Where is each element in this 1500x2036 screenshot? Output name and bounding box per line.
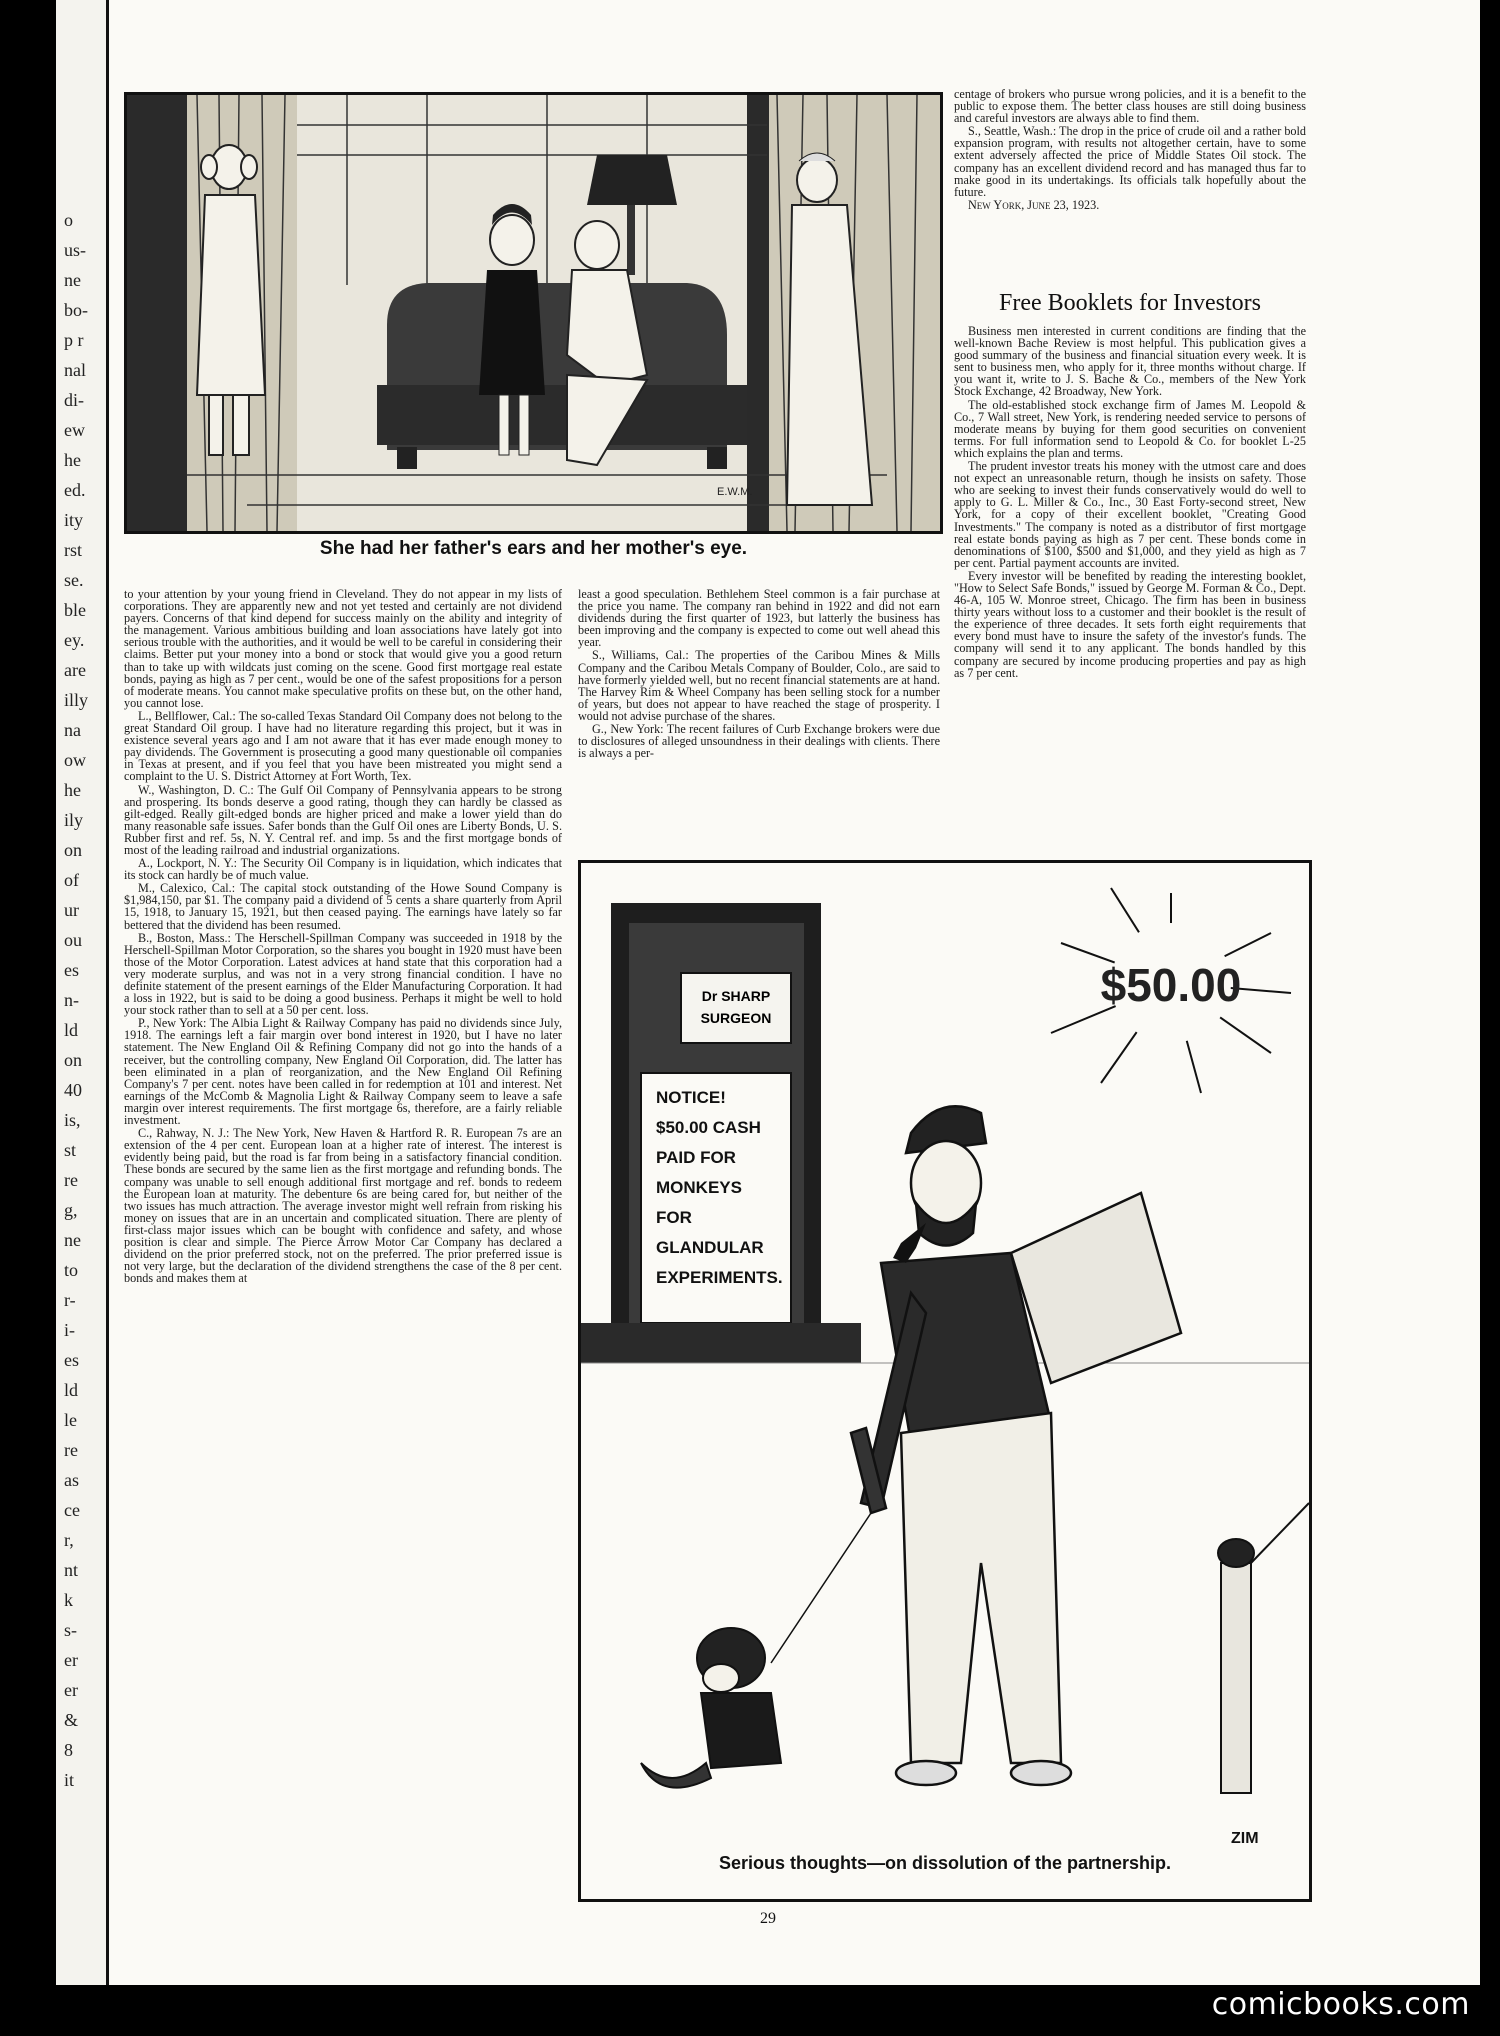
facing-page-fragment: k [64, 1590, 73, 1610]
paragraph: W., Washington, D. C.: The Gulf Oil Company of Pennsylvania appears to be strong and prospering. Its bonds deserve a good rating, though they can hardly be classed as gilt-edged. Really gilt-edged bonds are higher priced and make a lower yield than do many reasonable safe issues. Safer bonds than the Gulf Oil ones are Liberty Bonds, U. S. Rubber first and ref. 5s, N. Y. Central ref. and imp. 5s and the first mortgage bonds of most of the leading railroad and industrial organizations. [124, 782, 562, 857]
dateline: New York, June 23, 1923. [968, 197, 1100, 212]
door-sign-line2: SURGEON [700, 1010, 772, 1026]
notice-line: PAID FOR [656, 1148, 736, 1167]
paragraph: to your attention by your young friend in Cleveland. They do not appear in my lists of corporations. They are apparently new and not yet tested and certainly are not dividend payers. Concerns of that kind depend for success mainly on the ability and integrity of the management. Various ambitious building and loan associations have lately got into serious trouble with the authorities, and it would be well to be careful in considering their claims. Better put your money into a bond or stock that would give you a good return than to take up with wildcats just coming on the scene. Good first mortgage real estate bonds, paying as high as 7 per cent., would be one of the safest propositions for a person of moderate means. You cannot make speculative profits on these but, on the other hand, you cannot lose. [124, 588, 562, 710]
facing-page-fragment: ld [64, 1020, 79, 1040]
facing-page-fragment: se. [64, 570, 84, 590]
facing-page-fragment: ow [64, 750, 86, 770]
facing-page-fragment: le [64, 1410, 77, 1430]
notice-line: MONKEYS [656, 1178, 742, 1197]
answers-column-2 [578, 588, 940, 840]
facing-page-fragment: ne [64, 1230, 81, 1250]
paragraph: The old-established stock exchange firm of James M. Leopold & Co., 7 Wall street, New York, is rendering needed service to persons of moderate means by buying for them good securities on convenient terms. For full information send to Leopold & Co. for booklet L-25 which explains the plan and terms. [954, 397, 1306, 460]
facing-page-fragment: ce [64, 1500, 80, 1520]
facing-page-fragment: n- [64, 990, 79, 1010]
paragraph: Business men interested in current conditions are finding that the well-known Bache Review is most helpful. This publication gives a good summary of the business and financial situation every week. It is sent to business men, who apply for it, three months without charge. If you want it, write to J. S. Bache & Co., members of the New York Stock Exchange, 42 Broadway, New York. [954, 325, 1306, 399]
facing-page-fragment: ble [64, 600, 86, 620]
facing-page-fragment: nal [64, 360, 86, 380]
facing-page-fragment: bo- [64, 300, 88, 320]
page-number: 29 [760, 1910, 776, 1927]
facing-page-fragment: ur [64, 900, 79, 920]
notice-line: FOR [656, 1208, 692, 1227]
paragraph: B., Boston, Mass.: The Herschell-Spillman Company was succeeded in 1918 by the Herschell-Spillman Motor Corporation, so the shares you bought in 1920 must have been those of the Motor Corporation. Latest advices at hand state that this corporation had a very moderate surplus, and was not in a very strong financial condition. I have no definite statement of the present earnings of the Elder Manufacturing Corporation. It had a loss in 1922, but is said to be doing a good business. Perhaps it might be well to hold your stock rather than to sell at a 50 per cent. loss. [124, 930, 562, 1018]
facing-page-fragment: us- [64, 240, 86, 260]
facing-page-fragment: on [64, 840, 82, 860]
facing-page-fragment: are [64, 660, 86, 680]
paragraph: Every investor will be benefited by reading the interesting booklet, "How to Select Safe Bonds," issued by George M. Forman & Co., Dept. 46-A, 105 W. Monroe street, Chicago. The firm has been in business thirty years without loss to a customer and their booklet is the result of the experience of three decades. It sets forth eight requirements that every bond must have to insure the safety of the investor's funds. The company will send it to any applicant. The bonds handled by this company are secured by income producing properties and pay as high as 7 per cent. [954, 568, 1306, 680]
facing-page-fragment: ity [64, 510, 84, 530]
facing-page-fragment: ld [64, 1380, 79, 1400]
answers-column-continued [954, 88, 1306, 266]
facing-page-fragment: as [64, 1470, 79, 1490]
facing-page-fragment: i- [64, 1320, 75, 1340]
facing-page-fragment: 40 [64, 1080, 82, 1100]
paragraph: S., Williams, Cal.: The properties of the Caribou Mines & Mills Company and the Caribou Metals Company of Boulder, Colo., are said to have formerly yielded well, but no recent financial statements are at hand. The Harvey Rim & Wheel Company has been selling stock for a number of years, but does not appear to have reached the stage of prosperity. I would not advise purchase of the shares. [578, 648, 940, 723]
facing-page-fragment: s- [64, 1620, 77, 1640]
top-illustration-caption: She had her father's ears and her mother's eye. [319, 538, 748, 559]
answers-column-1 [124, 588, 562, 1888]
booklets-column [954, 325, 1306, 845]
facing-page-fragment: rst [64, 540, 82, 560]
paragraph: C., Rahway, N. J.: The New York, New Haven & Hartford R. R. European 7s are an extension of the 4 per cent. European loan at a higher rate of interest. The interest is evidently being paid, but the road is far from being in a satisfactory financial condition. These bonds are secured by the same lien as the first mortgage and refunding bonds. The company was unable to sell enough additional first mortgage and ref. bonds to redeem the European loan at maturity. The debenture 6s are being cared for, but neither of the two issues has much attraction. The average investor might well refrain from risking his money on issues that are in an uncertain and complicated situation. There are plenty of first-class major issues which can be bought with confidence and safety, and whose position is clear and simple. The Pierce Arrow Motor Car Company has declared a dividend on the prior preferred stock, not on the preferred. The prior preferred issue is not very large, but the declaration of the dividend strengthens the case of the 8 per cent. bonds and makes them at [124, 1126, 562, 1286]
facing-page-fragment: ed. [64, 480, 86, 500]
facing-page-fragment: & [64, 1710, 79, 1730]
facing-page-fragment: o [64, 210, 73, 230]
notice-line: GLANDULAR [656, 1238, 764, 1257]
paragraph: A., Lockport, N. Y.: The Security Oil Company is in liquidation, which indicates that its stock can hardly be of much value. [124, 856, 562, 883]
notice-line: NOTICE! [656, 1088, 726, 1107]
parlor-scene-drawing [127, 95, 940, 531]
facing-page-fragment: ily [64, 810, 84, 830]
facing-page-fragment: p r [64, 330, 84, 350]
bottom-cartoon-caption: Serious thoughts—on dissolution of the partnership. [719, 1853, 1171, 1873]
paragraph: G., New York: The recent failures of Curb Exchange brokers were due to disclosures of alleged unsoundness in their dealings with clients. There is always a per- [578, 722, 940, 761]
monkey-cartoon-drawing [581, 863, 1309, 1899]
section-heading: Free Booklets for Investors [999, 290, 1261, 316]
facing-page-fragment: ou [64, 930, 82, 950]
notice-line: EXPERIMENTS. [656, 1268, 783, 1287]
facing-page-fragment: illy [64, 690, 89, 710]
facing-page-fragment: ne [64, 270, 81, 290]
door-sign-line1: Dr SHARP [701, 988, 771, 1004]
fifty-dollar-vision: $50.00 [1100, 959, 1242, 1011]
facing-page-fragment: er [64, 1680, 78, 1700]
facing-page-fragment: 8 [64, 1740, 73, 1760]
paragraph: S., Seattle, Wash.: The drop in the price of crude oil and a rather bold expansion program, with results not altogether certain, have to some extent adversely affected the price of Middle States Oil stock. The company has an excellent dividend record and has managed thus far to make good in its undertakings. Its officials talk hopefully about the future. [954, 124, 1306, 199]
door-sign [681, 973, 791, 1043]
site-watermark: comicbooks.com [1211, 1987, 1470, 2022]
facing-page-fragment: it [64, 1770, 75, 1790]
facing-page-fragment: er [64, 1650, 78, 1670]
bottom-cartoon [578, 860, 1312, 1902]
paragraph: The prudent investor treats his money with the utmost care and does not expect an unreasonable return, though he insists on safety. Those who are seeking to invest their funds conservatively would do well to apply to G. L. Miller & Co., Inc., 30 East Forty-second street, New York, for a copy of their excellent booklet, "Creating Good Investments." The company is noted as a distributor of first mortgage real estate bonds paying as high as 7 per cent. These bonds come in denominations of $100, $500 and $1,000, and they yield as high as 7 per cent. Partial payment accounts are invited. [954, 459, 1306, 570]
facing-page-fragment: he [64, 780, 81, 800]
facing-page-fragment: r, [64, 1530, 74, 1550]
magazine-page [56, 0, 1480, 1985]
paragraph: centage of brokers who pursue wrong policies, and it is a benefit to the public to expose them. The better class houses are still doing business and careful investors are always able to find them. [954, 88, 1306, 126]
top-illustration [124, 92, 943, 534]
paragraph: M., Calexico, Cal.: The capital stock outstanding of the Howe Sound Company is $1,984,150, par $1. The company paid a dividend of 5 cents a share quarterly from April 15, 1918, to January 15, 1921, but then ceased paying. The earnings have lately so far bettered that the dividend has been resumed. [124, 881, 562, 932]
cartoonist-signature: ZIM [1231, 1830, 1259, 1847]
facing-page-fragment: on [64, 1050, 82, 1070]
facing-page-fragment: to [64, 1260, 79, 1280]
facing-page-fragment: ew [64, 420, 85, 440]
facing-page-fragment: na [64, 720, 81, 740]
paragraph: least a good speculation. Bethlehem Steel common is a fair purchase at the price you name. The company ran behind in 1922 and did not earn dividends during the first quarter of 1923, but latterly the business has been improving and the company is expected to come out well ahead this year. [578, 588, 940, 650]
facing-page-fragment: re [64, 1440, 78, 1460]
facing-page-fragment: di- [64, 390, 84, 410]
facing-page-fragment: es [64, 1350, 79, 1370]
facing-page-fragment: he [64, 450, 81, 470]
facing-page-fragment: r- [64, 1290, 76, 1310]
illustration-signature: E.W.M. [717, 486, 753, 498]
facing-page-fragment: st [64, 1140, 77, 1160]
paragraph: L., Bellflower, Cal.: The so-called Texas Standard Oil Company does not belong to the great Standard Oil group. I have had no literature regarding this project, but it was in existence several years ago and I am not aware that it has ever made enough money to pay dividends. The Government is prosecuting a good many questionable oil companies in Texas at present, and if you feel that you have been mistreated you might send a complaint to the U. S. District Attorney at Fort Worth, Tex. [124, 708, 562, 784]
facing-page-fragment: ey. [64, 630, 85, 650]
facing-page-fragment: es [64, 960, 79, 980]
paragraph: P., New York: The Albia Light & Railway Company has paid no dividends since July, 1918. The earnings left a fair margin over bond interest in 1920, but I have no later statement. The New England Oil & Refining Company did not go into the hands of a receiver, but the controlling company, New England Oil Corporation, did. The latter has been eliminated in a plan of reorganization, and the New England Oil Refining Company's 7 per cent. notes have been called in for redemption at 101 and interest. Net earnings of the McComb & Magnolia Light & Railway Company seem to leave a safe margin over interest requirements. The first mortgage 6s, therefore, are a fairly reliable investment. [124, 1016, 562, 1128]
facing-page-fragment: nt [64, 1560, 79, 1580]
facing-page-fragment: g, [64, 1200, 78, 1220]
facing-page-fragment: is, [64, 1110, 81, 1130]
facing-page-fragment: of [64, 870, 79, 890]
facing-page-fragment: re [64, 1170, 78, 1190]
facing-page-edge [56, 0, 109, 1985]
notice-line: $50.00 CASH [656, 1118, 761, 1137]
